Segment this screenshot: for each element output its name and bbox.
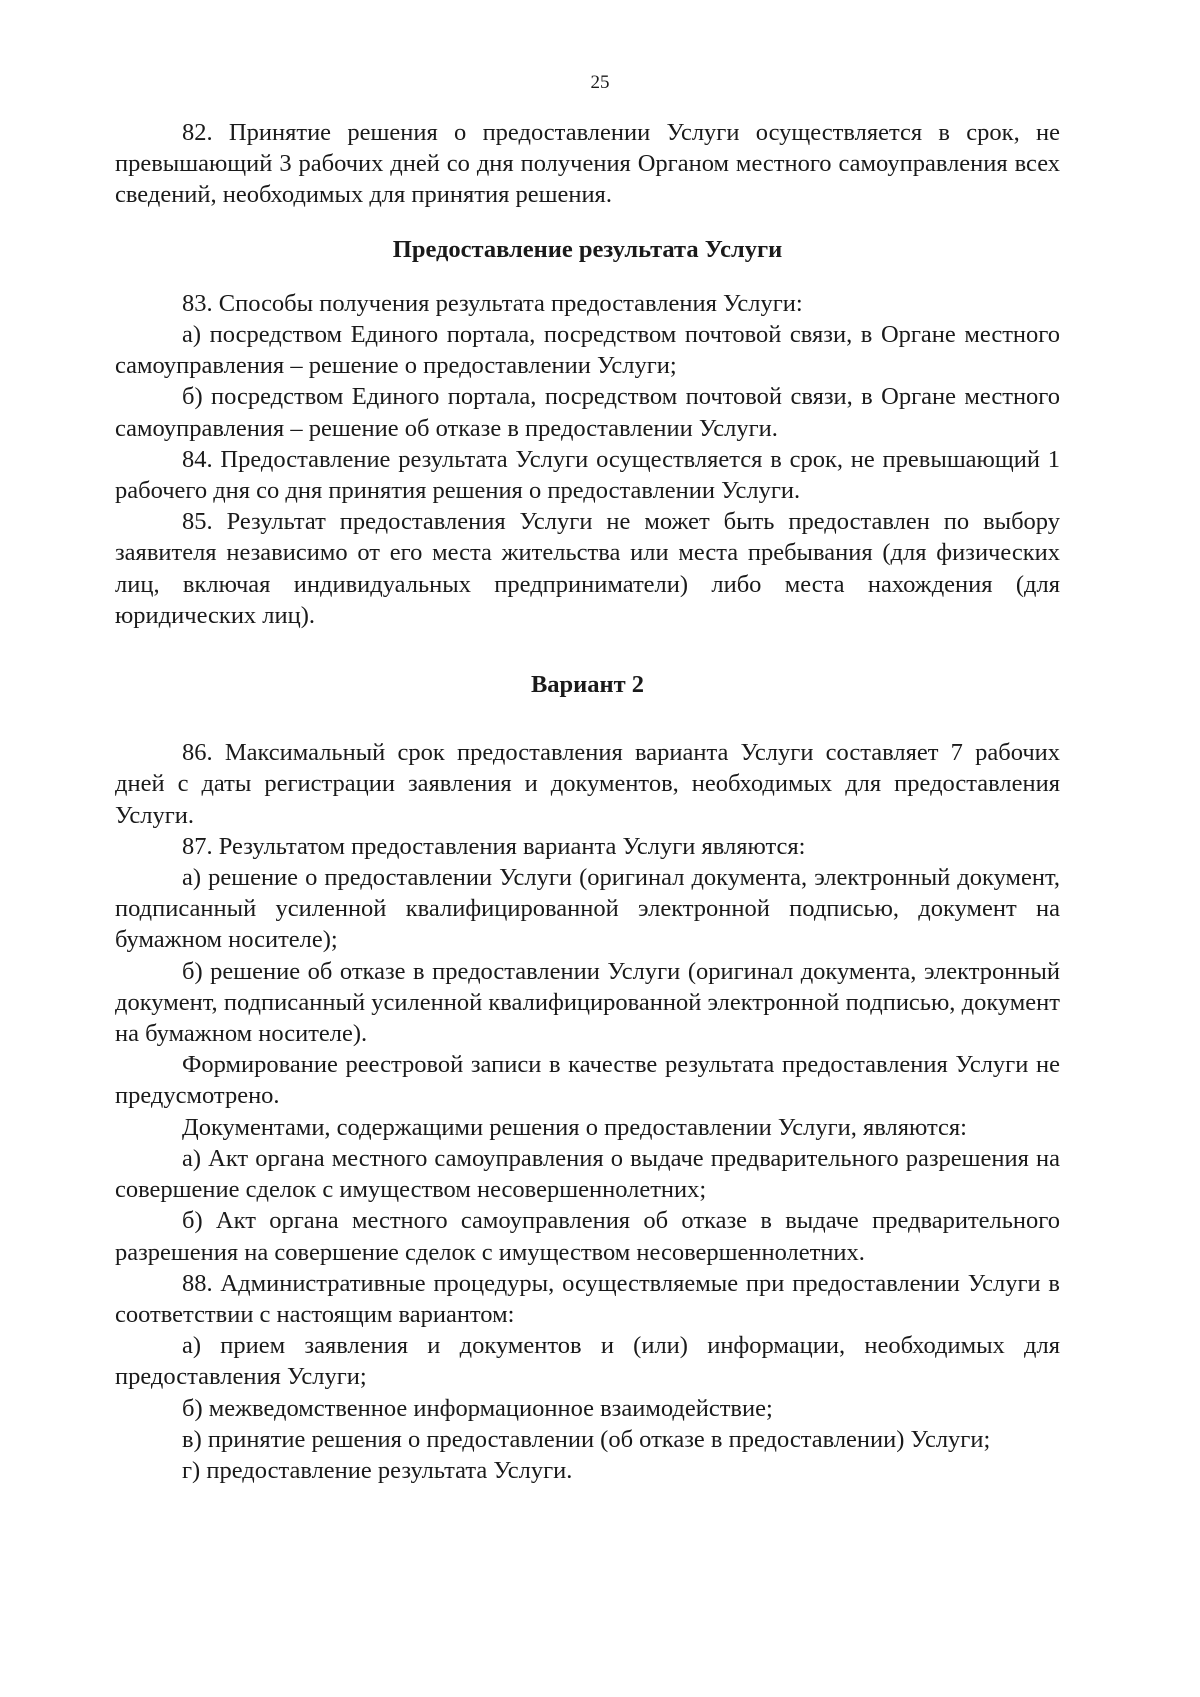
paragraph-83-a: а) посредством Единого портала, посредством почтовой связи, в Органе местного самоуправления – решение о предоставлении Услуги;	[115, 321, 1060, 380]
paragraph-85: 85. Результат предоставления Услуги не может быть предоставлен по выбору заявителя независимо от его места жительства или места пребывания (для физических лиц, включая индивидуальных предприниматели) либо места нахождения (для юридических лиц).	[115, 508, 1060, 629]
paragraph-88-g: г) предоставление результата Услуги.	[182, 1456, 573, 1484]
paragraph-83-b: б) посредством Единого портала, посредством почтовой связи, в Органе местного самоуправления – решение об отказе в предоставлении Услуги.	[115, 383, 1060, 442]
paragraph-88: 88. Административные процедуры, осуществляемые при предоставлении Услуги в соответствии с настоящим вариантом:	[115, 1269, 1060, 1328]
paragraph-84: 84. Предоставление результата Услуги осуществляется в срок, не превышающий 1 рабочего дня со дня принятия решения о предоставлении Услуги.	[115, 445, 1060, 505]
paragraph-decision-documents-a: а) Акт органа местного самоуправления о выдаче предварительного разрешения на совершение сделок с имуществом несовершеннолетних;	[115, 1144, 1060, 1204]
paragraph-88-b: б) межведомственное информационное взаимодействие;	[182, 1394, 773, 1422]
paragraph-88-a: а) прием заявления и документов и (или) информации, необходимых для предоставления Услуги;	[115, 1332, 1060, 1391]
paragraph-87-b: б) решение об отказе в предоставлении Услуги (оригинал документа, электронный документ, подписанный усиленной квалифицированной электронной подписью, документ на бумажном носителе).	[115, 957, 1060, 1048]
section-heading-result: Предоставление результата Услуги	[392, 235, 783, 263]
paragraph-registry-record: Формирование реестровой записи в качестве результата предоставления Услуги не предусмотрено.	[115, 1051, 1060, 1110]
paragraph-86: 86. Максимальный срок предоставления варианта Услуги составляет 7 рабочих дней с даты регистрации заявления и документов, необходимых для предоставления Услуги.	[115, 739, 1060, 829]
paragraph-87: 87. Результатом предоставления варианта Услуги являются:	[182, 832, 806, 860]
paragraph-83: 83. Способы получения результата предоставления Услуги:	[182, 289, 803, 317]
section-heading-variant-2: Вариант 2	[530, 671, 645, 699]
paragraph-decision-documents: Документами, содержащими решения о предоставлении Услуги, являются:	[182, 1113, 967, 1141]
page-number: 25	[590, 72, 610, 93]
paragraph-87-a: а) решение о предоставлении Услуги (оригинал документа, электронный документ, подписанный усиленной квалифицированной электронной подписью, документ на бумажном носителе);	[115, 864, 1060, 954]
paragraph-82: 82. Принятие решения о предоставлении Услуги осуществляется в срок, не превышающий 3 рабочих дней со дня получения Органом местного самоуправления всех сведений, необходимых для принятия решения.	[115, 119, 1060, 209]
document-body	[115, 117, 1060, 1486]
paragraph-88-v: в) принятие решения о предоставлении (об отказе в предоставлении) Услуги;	[182, 1425, 991, 1453]
paragraph-decision-documents-b: б) Акт органа местного самоуправления об отказе в выдаче предварительного разрешения на совершение сделок с имуществом несовершеннолетних.	[115, 1207, 1060, 1266]
